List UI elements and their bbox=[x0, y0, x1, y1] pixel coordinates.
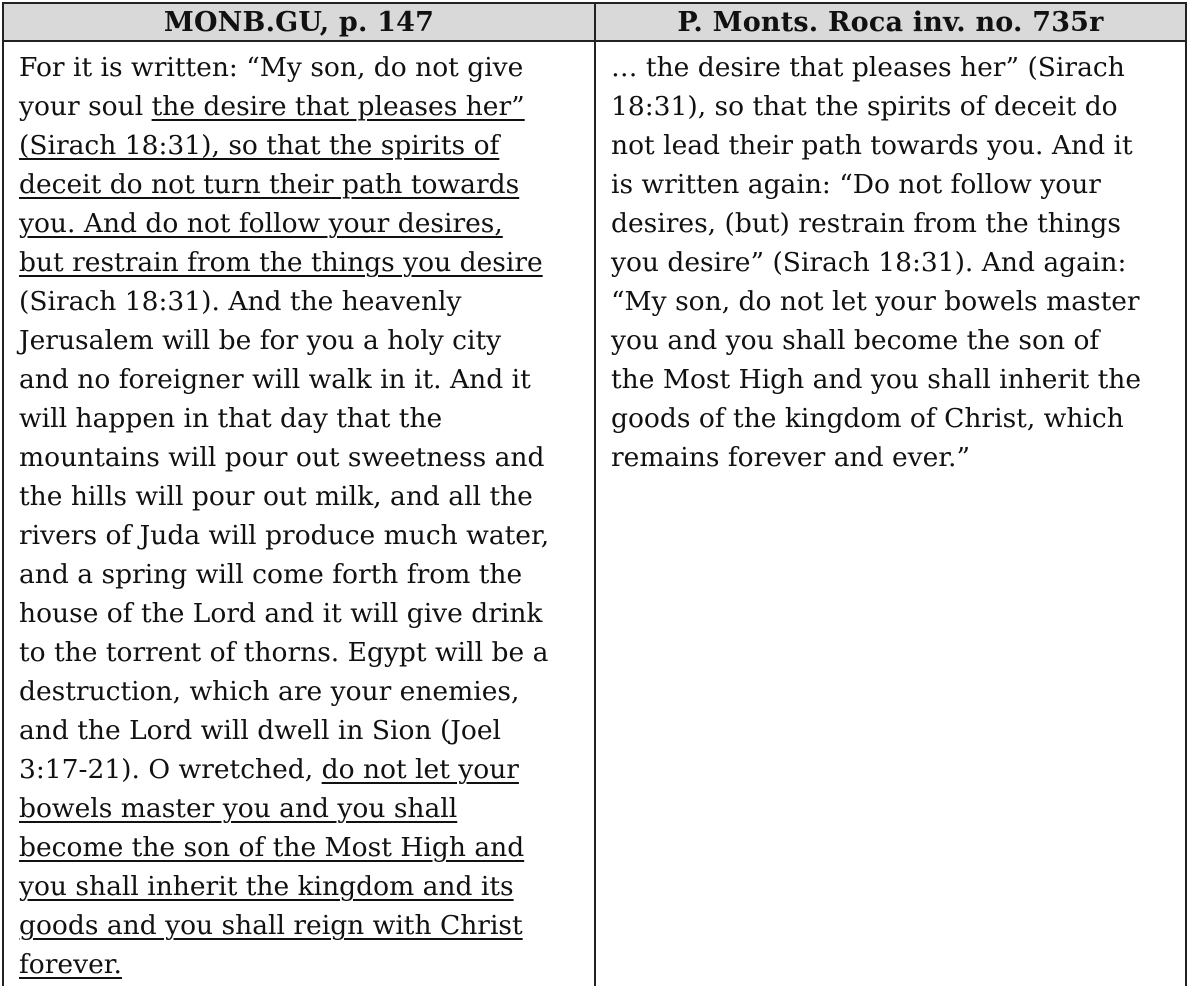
monb-gu-text-line bbox=[19, 399, 584, 438]
text-segment: 3:17-21). O wretched, bbox=[19, 754, 322, 785]
column-header-p-monts-roca: P. Monts. Roca inv. no. 735r bbox=[595, 3, 1186, 41]
p-monts-roca-text-line: … the desire that pleases her” (Sirach bbox=[611, 52, 1125, 83]
monb-gu-text-line bbox=[19, 867, 584, 906]
table-row bbox=[3, 41, 1186, 986]
monb-gu-text-line bbox=[19, 282, 584, 321]
p-monts-roca-text-line: not lead their path towards you. And it bbox=[611, 130, 1133, 161]
text-segment: house of the Lord and it will give drink bbox=[19, 598, 543, 629]
monb-gu-text-line bbox=[19, 594, 584, 633]
monb-gu-text-line bbox=[19, 555, 584, 594]
text-segment: and no foreigner will walk in it. And it bbox=[19, 364, 531, 395]
text-segment: to the torrent of thorns. Egypt will be a bbox=[19, 637, 549, 668]
underlined-text-segment: you shall inherit the kingdom and its bbox=[19, 871, 514, 902]
monb-gu-text-line bbox=[19, 438, 584, 477]
p-monts-roca-text-line: “My son, do not let your bowels master bbox=[611, 286, 1140, 317]
monb-gu-text-line bbox=[19, 87, 584, 126]
p-monts-roca-text-cell bbox=[595, 41, 1186, 986]
comparison-table bbox=[2, 2, 1187, 986]
text-segment: Jerusalem will be for you a holy city bbox=[19, 325, 502, 356]
p-monts-roca-text-line: 18:31), so that the spirits of deceit do bbox=[611, 91, 1118, 122]
monb-gu-text-line bbox=[19, 672, 584, 711]
text-segment: will happen in that day that the bbox=[19, 403, 443, 434]
monb-gu-text-line bbox=[19, 360, 584, 399]
monb-gu-text-line bbox=[19, 48, 584, 87]
underlined-text-segment: do not let your bbox=[321, 754, 519, 785]
monb-gu-text-line bbox=[19, 789, 584, 828]
p-monts-roca-text-line: desires, (but) restrain from the things bbox=[611, 208, 1121, 239]
monb-gu-text-line bbox=[19, 945, 584, 984]
underlined-text-segment: bowels master you and you shall bbox=[19, 793, 458, 824]
monb-gu-text-line bbox=[19, 165, 584, 204]
table-body bbox=[3, 41, 1186, 986]
underlined-text-segment: (Sirach 18:31), so that the spirits of bbox=[19, 130, 500, 161]
p-monts-roca-text-line: you and you shall become the son of bbox=[611, 325, 1100, 356]
text-segment: and the Lord will dwell in Sion (Joel bbox=[19, 715, 502, 746]
monb-gu-text-line bbox=[19, 243, 584, 282]
p-monts-roca-text-line: remains forever and ever.” bbox=[611, 442, 971, 473]
text-segment: destruction, which are your enemies, bbox=[19, 676, 520, 707]
monb-gu-text-line bbox=[19, 828, 584, 867]
monb-gu-text-line bbox=[19, 750, 584, 789]
text-segment: mountains will pour out sweetness and bbox=[19, 442, 545, 473]
monb-gu-text-line bbox=[19, 477, 584, 516]
header-row bbox=[3, 3, 1186, 41]
text-segment: For it is written: “My son, do not give bbox=[19, 52, 524, 83]
p-monts-roca-text-line: you desire” (Sirach 18:31). And again: bbox=[611, 247, 1127, 278]
monb-gu-text-line bbox=[19, 321, 584, 360]
table-header bbox=[3, 3, 1186, 41]
monb-gu-text-line bbox=[19, 516, 584, 555]
monb-gu-text-line bbox=[19, 633, 584, 672]
underlined-text-segment: become the son of the Most High and bbox=[19, 832, 525, 863]
underlined-text-segment: deceit do not turn their path towards bbox=[19, 169, 520, 200]
underlined-text-segment: but restrain from the things you desire bbox=[19, 247, 543, 278]
underlined-text-segment: you. And do not follow your desires, bbox=[19, 208, 503, 239]
p-monts-roca-text-line: goods of the kingdom of Christ, which bbox=[611, 403, 1124, 434]
text-segment: (Sirach 18:31). And the heavenly bbox=[19, 286, 462, 317]
monb-gu-text-line bbox=[19, 204, 584, 243]
underlined-text-segment: forever. bbox=[19, 949, 122, 980]
column-header-monb-gu: MONB.GU, p. 147 bbox=[3, 3, 595, 41]
underlined-text-segment: the desire that pleases her” bbox=[151, 91, 525, 122]
text-segment: rivers of Juda will produce much water, bbox=[19, 520, 550, 551]
text-segment: and a spring will come forth from the bbox=[19, 559, 523, 590]
monb-gu-text-line bbox=[19, 126, 584, 165]
p-monts-roca-text-line: the Most High and you shall inherit the bbox=[611, 364, 1142, 395]
underlined-text-segment: goods and you shall reign with Christ bbox=[19, 910, 523, 941]
text-segment: your soul bbox=[19, 91, 152, 122]
monb-gu-text-line bbox=[19, 711, 584, 750]
text-segment: the hills will pour out milk, and all the bbox=[19, 481, 533, 512]
monb-gu-text-cell bbox=[3, 41, 595, 986]
monb-gu-text-line bbox=[19, 906, 584, 945]
p-monts-roca-text-line: is written again: “Do not follow your bbox=[611, 169, 1101, 200]
